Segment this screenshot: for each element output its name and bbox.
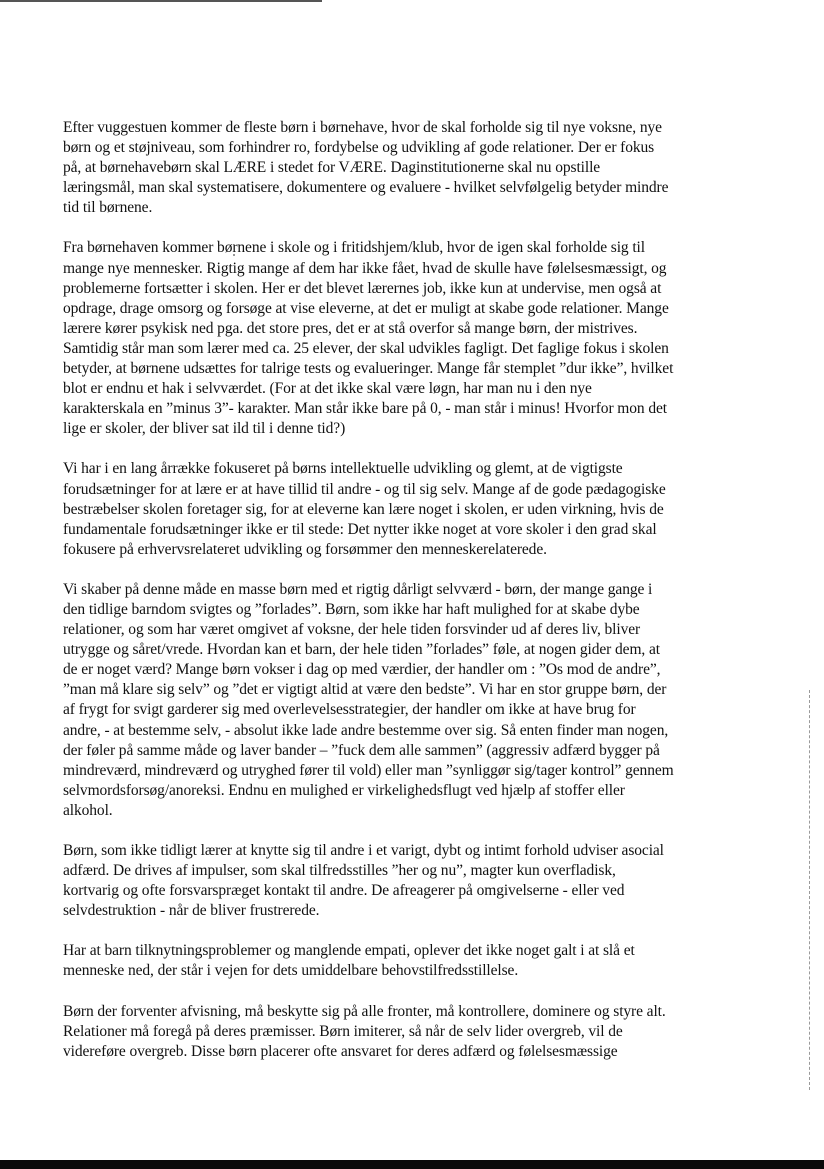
paragraph [63, 459, 741, 559]
text-line: Vi har i en lang årrække fokuseret på børns intellektuelle udvikling og glemt, at de vigtigste [63, 460, 623, 478]
text-line: problemerne fortsætter i skolen. Her er det blevet lærernes job, ikke kun at undervise, men også at [63, 279, 662, 297]
text-line: bestræbelser skolen foretager sig, for at eleverne kan lære noget i skolen, er uden virkning, hvis de [63, 500, 664, 518]
text-line: Samtidig står man som lærer med ca. 25 elever, der skal udvikles fagligt. Det faglige fokus i skolen [63, 339, 669, 357]
text-line: lige er skoler, der bliver sat ild til i denne tid?) [63, 420, 346, 438]
scan-right-edge-artifact [809, 690, 810, 1090]
paragraph [63, 238, 741, 439]
text-line: kortvarig og ofte forsvarspræget kontakt til andre. De afreagerer på omgivelserne - eller ved [63, 882, 625, 900]
text-line: Børn der forventer afvisning, må beskytte sig på alle fronter, må kontrollere, dominere og styre alt. [63, 1002, 666, 1020]
text-line: af frygt for svigt garderer sig med overlevelsesstrategier, der handler om ikke at have brug for [63, 701, 636, 719]
text-line: læringsmål, man skal systematisere, dokumentere og evaluere - hvilket selvfølgelig betyder mindre [63, 179, 669, 197]
text-line: karakterskala en ”minus 3”- karakter. Man står ikke bare på 0, - man står i minus! Hvorfor mon det [63, 400, 667, 418]
text-line: de er noget værd? Mange børn vokser i dag op med værdier, der handler om : ”Os mod de andre”, [63, 661, 661, 679]
text-line: selvmordsforsøg/anoreksi. Endnu en mulighed er virkelighedsflugt ved hjælp af stoffer eller [63, 781, 625, 799]
text-line: alkohol. [63, 801, 113, 819]
text-line: mange nye mennesker. Rigtig mange af dem har ikke fået, hvad de skulle have følelsesmæssigt, og [63, 259, 667, 277]
text-line: Har at barn tilknytningsproblemer og manglende empati, oplever det ikke noget galt i at slå et [63, 942, 635, 960]
text-line: Børn, som ikke tidligt lærer at knytte sig til andre i et varigt, dybt og intimt forhold udviser asocial [63, 842, 664, 859]
text-line: blot er endnu et hak i selvværdet. (For at det ikke skal være løgn, har man nu i den nye [63, 380, 592, 398]
scan-bottom-edge-band [0, 1160, 824, 1169]
text-line: Fra børnehaven kommer børnene i skole og i fritidshjem/klub, hvor de igen skal forholde sig til [63, 239, 645, 257]
text-line: den tidlige barndom svigtes og ”forlades”. Børn, som ikke har haft mulighed for at skabe dybe [63, 600, 640, 618]
text-line: opdrage, drage omsorg og forsøge at vise eleverne, at det er muligt at skabe gode relationer. Mange [63, 299, 669, 317]
document-body [63, 118, 741, 1082]
scan-top-edge-line [0, 0, 322, 2]
text-line: Relationer må foregå på deres præmisser. Børn imiterer, så når de selv lider overgreb, vil de [63, 1022, 623, 1040]
text-line: der føler på samme måde og laver bander – ”fuck dem alle sammen” (aggressiv adfærd bygger på [63, 741, 660, 759]
paragraph [63, 118, 741, 218]
text-line: adfærd. De drives af impulser, som skal tilfredsstilles ”her og nu”, magter kun overfladisk, [63, 862, 616, 880]
paragraph [63, 1002, 741, 1062]
text-line: fundamentale forudsætninger ikke er til stede: Det nytter ikke noget at vore skoler i den grad skal [63, 520, 657, 538]
paragraph [63, 941, 741, 981]
text-line: børn og et støjniveau, som forhindrer ro, fordybelse og udvikling af gode relationer. Der er fokus [63, 139, 655, 157]
text-line: utrygge og såret/vrede. Hvordan kan et barn, der hele tiden ”forlades” føle, at nogen gider dem, at [63, 641, 660, 659]
text-line: mindreværd, mindreværd og utryghed fører til vold) eller man ”synliggør sig/tager kontrol” gennem [63, 761, 674, 779]
text-line: andre, - at bestemme selv, - absolut ikke lade andre bestemme over sig. Så enten finder man nogen, [63, 721, 669, 739]
text-line: tid til børnene. [63, 199, 153, 217]
text-line: Vi skaber på denne måde en masse børn med et rigtig dårligt selvværd - børn, der mange gange i [63, 580, 653, 598]
text-line: menneske ned, der står i vejen for dets umiddelbare behovstilfredsstillelse. [63, 962, 519, 980]
text-line: videreføre overgreb. Disse børn placerer ofte ansvaret for deres adfærd og følelsesmæssige [63, 1042, 618, 1060]
text-line: ”man må klare sig selv” og ”det er vigtigt altid at være den bedste”. Vi har en stor gruppe børn, der [63, 681, 667, 699]
paragraph [63, 841, 741, 921]
text-line: Efter vuggestuen kommer de fleste børn i børnehave, hvor de skal forholde sig til nye voksne, nye [63, 119, 662, 136]
text-line: på, at børnehavebørn skal LÆRE i stedet for VÆRE. Daginstitutionerne skal nu opstille [63, 159, 601, 177]
text-line: lærere kører psykisk ned pga. det store pres, det er at stå overfor så mange børn, der mistrives. [63, 319, 638, 337]
text-line: betyder, at børnene udsættes for talrige tests og evalueringer. Mange får stemplet ”dur ikke”, hvilket [63, 360, 674, 378]
text-line: forudsætninger for at lære er at have tillid til andre - og til sig selv. Mange af de gode pædagogiske [63, 480, 666, 498]
paragraph [63, 580, 741, 821]
text-line: selvdestruktion - når de bliver frustrerede. [63, 902, 320, 920]
text-line: fokusere på erhvervsrelateret udvikling og forsømmer den menneskerelaterede. [63, 540, 547, 558]
text-line: relationer, og som har været omgivet af voksne, der hele tiden forsvinder ud af deres liv, bliver [63, 621, 641, 639]
